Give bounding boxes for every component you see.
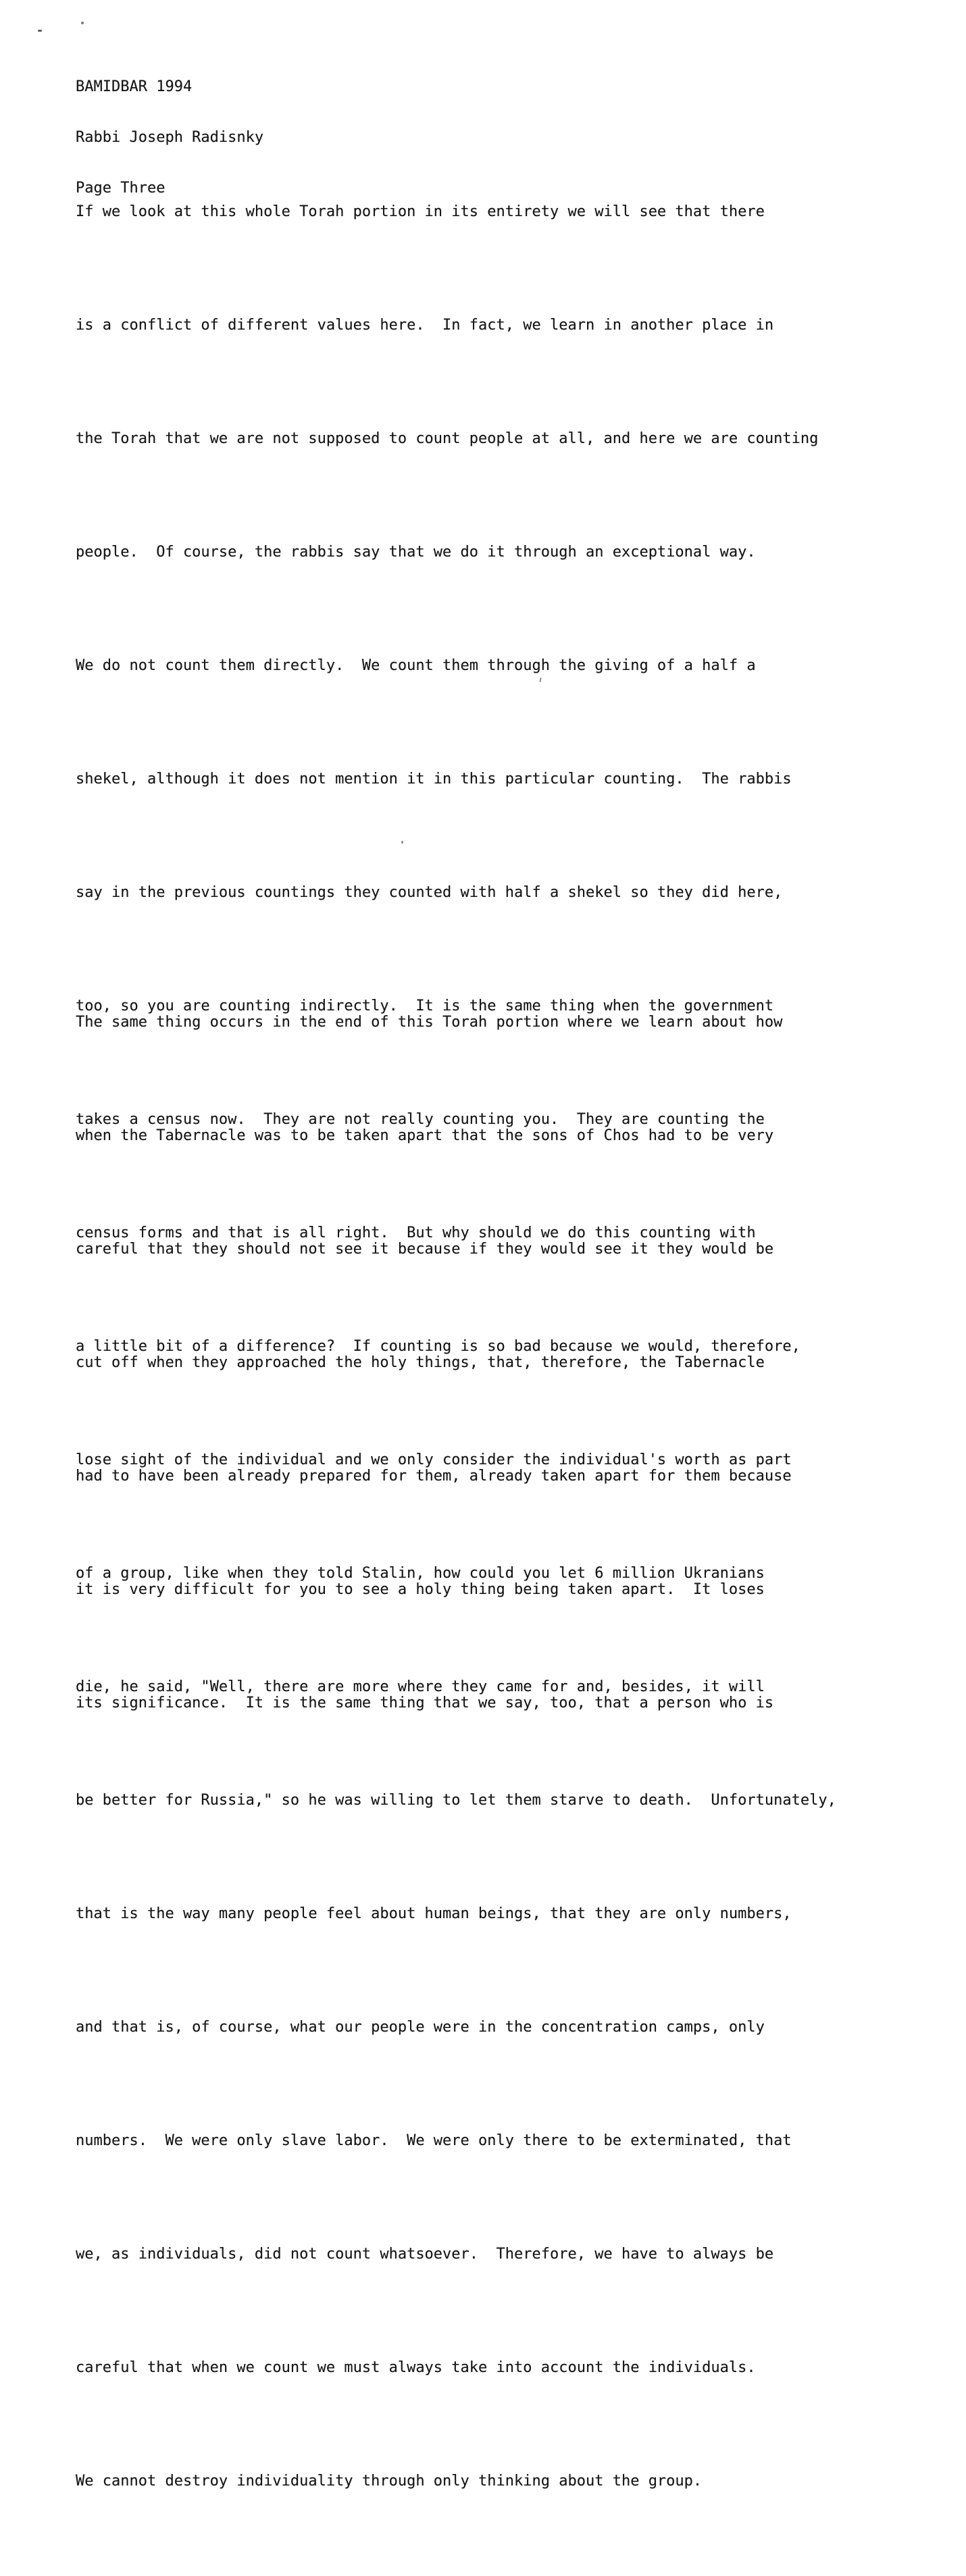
text-line: and that is, of course, what our people were in the concentration camps, only (76, 2019, 765, 2036)
text-line: lose sight of the individual and we only consider the individual's worth as part (76, 1451, 792, 1468)
text-line: cut off when they approached the holy things, that, therefore, the Tabernacle (76, 1354, 765, 1371)
scan-artifact-dash (38, 30, 42, 32)
text-line: die, he said, "Well, there are more where they came for and, besides, it will (76, 1678, 765, 1695)
text-line: careful that when we count we must always take into account the individuals. (76, 2359, 756, 2376)
text-line: we, as individuals, did not count whatsoever. Therefore, we have to always be (76, 2246, 774, 2263)
text-line: say in the previous countings they counted with half a shekel so they did here, (76, 884, 783, 901)
scan-artifact-dot (81, 22, 84, 24)
text-line: We do not count them directly. We count them through the giving of a half a (76, 657, 756, 674)
text-line: it is very difficult for you to see a holy thing being taken apart. It loses (76, 1581, 765, 1598)
text-line: is a conflict of different values here. In fact, we learn in another place in (76, 317, 774, 334)
document-author: Rabbi Joseph Radisnky (76, 129, 264, 146)
text-line: the Torah that we are not supposed to count people at all, and here we are counting (76, 430, 819, 447)
paragraph-2 (76, 928, 792, 1798)
text-line: when the Tabernacle was to be taken apart that the sons of Chos had to be very (76, 1127, 774, 1144)
text-line: its significance. It is the same thing that we say, too, that a person who is (76, 1695, 774, 1711)
text-line: census forms and that is all right. But why should we do this counting with (76, 1225, 756, 1241)
text-line: had to have been already prepared for them, already taken apart for them because (76, 1468, 792, 1485)
text-line: takes a census now. They are not really counting you. They are counting the (76, 1111, 765, 1128)
document-title: BAMIDBAR 1994 (76, 78, 193, 95)
text-line: of a group, like when they told Stalin, how could you let 6 million Ukranians (76, 1565, 765, 1582)
text-line: shekel, although it does not mention it in this particular counting. The rabbis (76, 771, 792, 788)
text-line: too, so you are counting indirectly. It is the same thing when the government (76, 998, 774, 1014)
text-line: that is the way many people feel about human beings, that they are only numbers, (76, 1905, 792, 1922)
text-line: a little bit of a difference? If counting is so bad because we would, therefore, (76, 1338, 800, 1355)
text-line: The same thing occurs in the end of this Torah portion where we learn about how (76, 1014, 783, 1031)
text-line: We cannot destroy individuality through only thinking about the group. (76, 2473, 703, 2490)
text-line: If we look at this whole Torah portion in its entirety we will see that there (76, 203, 765, 220)
text-line: numbers. We were only slave labor. We were only there to be exterminated, that (76, 2132, 792, 2149)
text-line: careful that they should not see it because if they would see it they would be (76, 1241, 774, 1258)
text-line: people. Of course, the rabbis say that we do it through an exceptional way. (76, 544, 756, 561)
document-page-number: Page Three (76, 180, 166, 197)
text-line: be better for Russia," so he was willing to let them starve to death. Unfortunately, (76, 1792, 836, 1809)
